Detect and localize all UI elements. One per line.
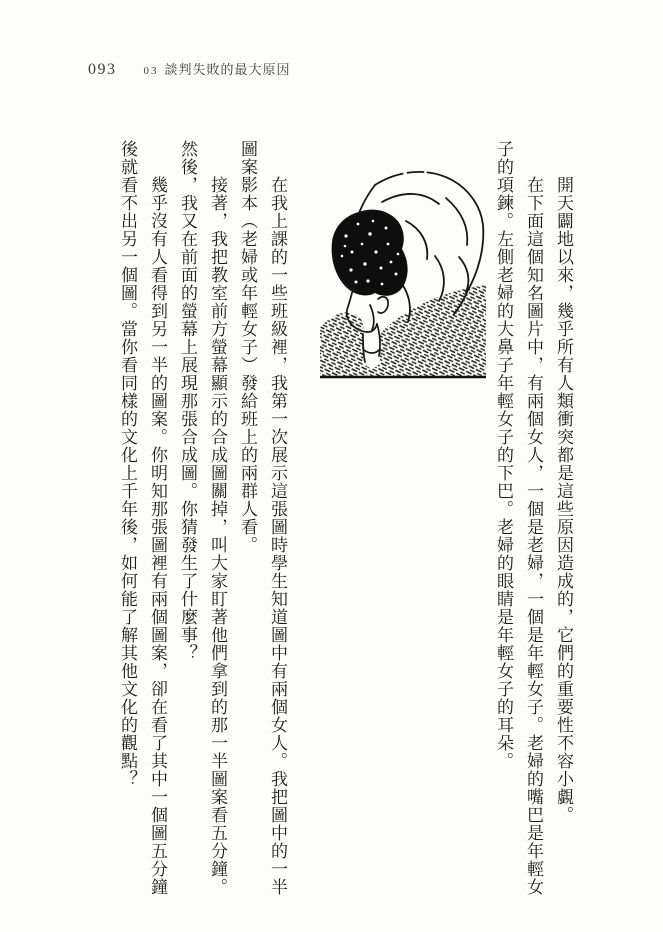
chapter-title: 談判失敗的最大原因 [164, 62, 291, 77]
page-number: 093 [88, 61, 117, 78]
old-woman-young-woman-illusion-figure [318, 164, 488, 384]
chapter-number: 03 [143, 65, 159, 77]
paragraph-cultural-viewpoint: 幾乎沒有人看得到另一半的圖案。你明知那張圖裡有兩個圖案，卻在看了其中一個圖五分鐘後就看不出另一個圖。當你看同樣的文化上千年後，如何能了解其他文化的觀點？ [118, 140, 167, 896]
paragraph-two-women-description: 在下面這個知名圖片中，有兩個女人，一個是老婦，一個是年輕女子。老婦的嘴巴是年輕女子的項鍊。左側老婦的大鼻子年輕女子的下巴。老婦的眼睛是年輕女子的耳朵。 [494, 140, 543, 896]
old-woman-young-woman-illusion-drawing [318, 164, 488, 384]
page-header [88, 59, 291, 79]
paragraph-classroom-demo: 在我上課的一些班級裡，我第一次展示這張圖時學生知道圖中有兩個女人。我把圖中的一半圖案影本（老婦或年輕女子）發給班上的兩群人看。 [238, 140, 287, 896]
paragraph-conflict-origin: 開天闢地以來，幾乎所有人類衝突都是這些原因造成的，它們的重要性不容小覷。 [554, 176, 573, 824]
vertical-text-block [112, 140, 578, 900]
hair [332, 210, 408, 296]
chapter-running-header [144, 59, 291, 78]
fur-collar [320, 285, 486, 376]
paragraph-five-minute-stare: 接著，我把教室前方螢幕顯示的合成圖關掉，叫大家盯著他們拿到的那一半圖案看五分鐘。然後，我又在前面的螢幕上展現那張合成圖。你猜發生了什麼事？ [178, 140, 227, 896]
